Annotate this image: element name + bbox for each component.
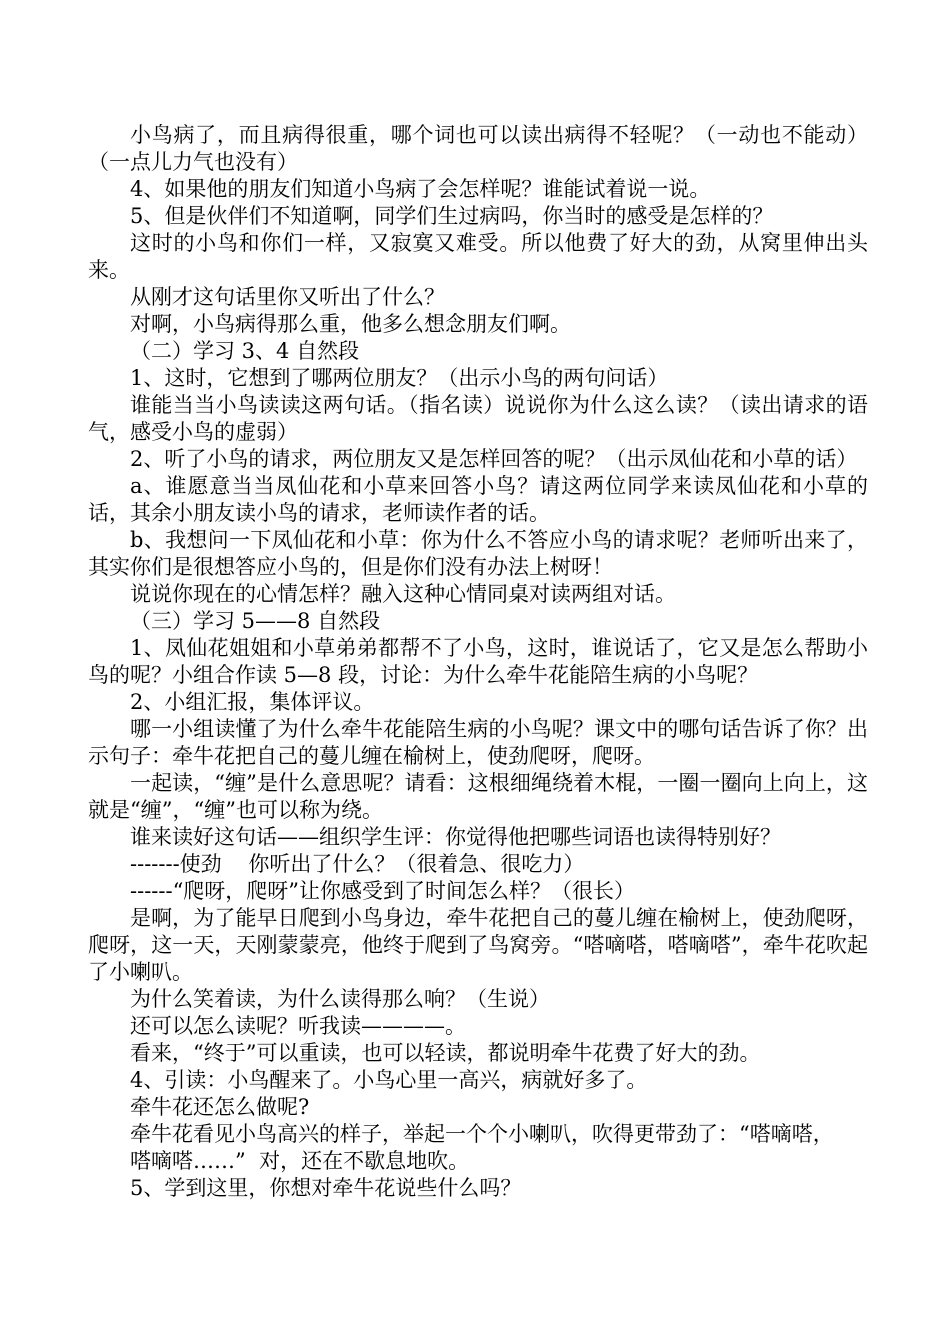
- section-heading: （三）学习 5——8 自然段: [130, 609, 381, 633]
- paragraph: 1、凤仙花姐姐和小草弟弟都帮不了小鸟，这时，谁说话了，它又是怎么帮助小鸟的呢？小组合作读 5—8 段，讨论：为什么牵牛花能陪生病的小鸟呢？: [88, 636, 868, 687]
- paragraph: a、谁愿意当当凤仙花和小草来回答小鸟？请这两位同学来读凤仙花和小草的话，其余小朋友读小鸟的请求，老师读作者的话。: [88, 474, 868, 525]
- paragraph: 一起读，“缠”是什么意思呢？请看：这根细绳绕着木棍，一圈一圈向上向上，这就是“缠”，“缠”也可以称为绕。: [88, 771, 868, 822]
- paragraph: 从刚才这句话里你又听出了什么？: [130, 285, 445, 309]
- paragraph: 还可以怎么读呢？听我读————。: [130, 1014, 466, 1038]
- paragraph: 1、这时，它想到了哪两位朋友？（出示小鸟的两句问话）: [130, 366, 669, 390]
- paragraph: 这时的小鸟和你们一样，又寂寞又难受。所以他费了好大的劲，从窝里伸出头来。: [88, 231, 868, 282]
- document-page: [88, 122, 868, 1202]
- paragraph: 5、学到这里，你想对牵牛花说些什么吗？: [130, 1176, 522, 1200]
- paragraph: b、我想问一下凤仙花和小草：你为什么不答应小鸟的请求呢？老师听出来了，其实你们是很想答应小鸟的，但是你们没有办法上树呀！: [88, 528, 868, 579]
- paragraph: 看来，“终于”可以重读，也可以轻读，都说明牵牛花费了好大的劲。: [130, 1041, 761, 1065]
- paragraph: 2、听了小鸟的请求，两位朋友又是怎样回答的呢？（出示凤仙花和小草的话）: [130, 447, 858, 471]
- paragraph: 对啊，小鸟病得那么重，他多么想念朋友们啊。: [130, 312, 571, 336]
- paragraph: 哪一小组读懂了为什么牵牛花能陪生病的小鸟呢？课文中的哪句话告诉了你？出示句子：牵牛花把自己的蔓儿缠在榆树上，使劲爬呀，爬呀。: [88, 717, 868, 768]
- paragraph: 嗒嘀嗒……” 对，还在不歇息地吹。: [130, 1149, 470, 1173]
- paragraph: 为什么笑着读，为什么读得那么响？（生说）: [130, 987, 550, 1011]
- paragraph: 说说你现在的心情怎样？融入这种心情同桌对读两组对话。: [130, 582, 676, 606]
- paragraph: 5、但是伙伴们不知道啊，同学们生过病吗，你当时的感受是怎样的？: [130, 204, 774, 228]
- paragraph: 是啊，为了能早日爬到小鸟身边，牵牛花把自己的蔓儿缠在榆树上，使劲爬呀，爬呀，这一天，天刚蒙蒙亮，他终于爬到了鸟窝旁。“嗒嘀嗒，嗒嘀嗒”，牵牛花吹起了小喇叭。: [88, 906, 868, 984]
- paragraph: ------“爬呀，爬呀”让你感受到了时间怎么样？（很长）: [130, 879, 636, 903]
- paragraph: -------使劲 你听出了什么？（很着急、很吃力）: [130, 852, 585, 876]
- section-heading: （二）学习 3、4 自然段: [130, 339, 360, 363]
- paragraph: 牵牛花看见小鸟高兴的样子，举起一个个小喇叭，吹得更带劲了：“嗒嘀嗒，: [130, 1122, 834, 1146]
- paragraph: 4、引读：小鸟醒来了。小鸟心里一高兴，病就好多了。: [130, 1068, 648, 1092]
- paragraph: 小鸟病了，而且病得很重，哪个词也可以读出病得不轻呢？（一动也不能动）（一点儿力气也没有）: [88, 123, 868, 174]
- paragraph: 4、如果他的朋友们知道小鸟病了会怎样呢？谁能试着说一说。: [130, 177, 711, 201]
- paragraph: 谁来读好这句话——组织学生评：你觉得他把哪些词语也读得特别好？: [130, 825, 781, 849]
- paragraph: 2、小组汇报，集体评议。: [130, 690, 375, 714]
- paragraph: 牵牛花还怎么做呢?: [130, 1095, 310, 1119]
- paragraph: 谁能当当小鸟读读这两句话。（指名读）说说你为什么这么读？（读出请求的语气，感受小鸟的虚弱）: [88, 393, 868, 444]
